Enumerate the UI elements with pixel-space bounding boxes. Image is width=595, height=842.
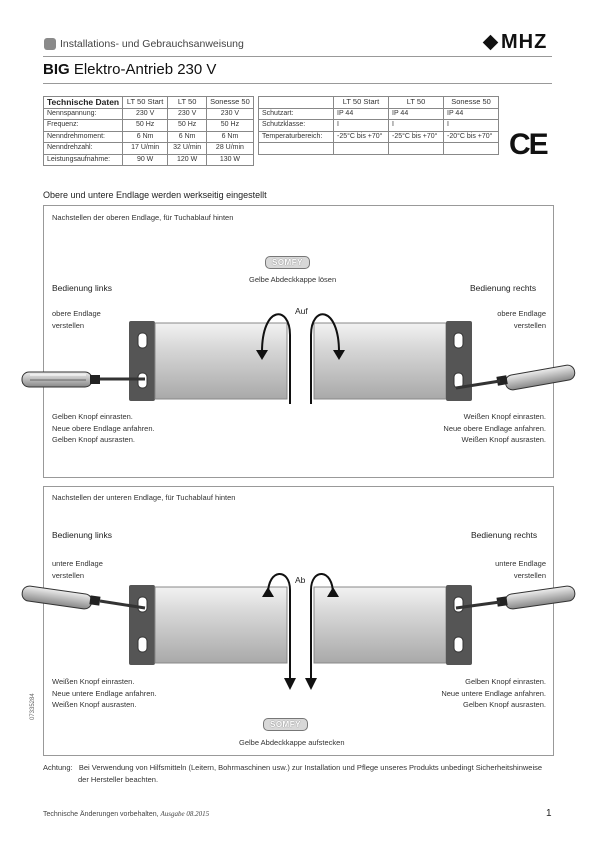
operation-right-label: Bedienung rechts — [470, 283, 537, 293]
screwdriver-right-icon — [456, 585, 576, 610]
table-cell: -25°C bis +70° — [389, 131, 444, 143]
step-line: Weißen Knopf ausrasten. — [52, 700, 137, 709]
table-cell: 50 Hz — [207, 120, 254, 132]
upper-motor-assembly — [129, 314, 472, 404]
right-sub-line: obere Endlage — [497, 309, 546, 318]
motor-tube-left — [155, 587, 287, 663]
somfy-cap-badge: SOMFY — [265, 256, 310, 269]
motor-tube-right — [314, 587, 446, 663]
table-cell: 230 V — [168, 108, 207, 120]
document-code: 07335284 — [30, 693, 36, 720]
table-cell: 50 Hz — [123, 120, 168, 132]
step-line: Neue obere Endlage anfahren. — [443, 423, 546, 433]
table-cell: 130 W — [207, 154, 254, 166]
table-cell: 17 U/min — [123, 143, 168, 155]
operation-left-label: Bedienung links — [52, 283, 113, 293]
left-sub-line: verstellen — [52, 320, 85, 330]
somfy-cap-badge: SOMFY — [263, 718, 308, 731]
table-header-cell: Sonesse 50 — [444, 97, 499, 109]
step-line: Gelben Knopf einrasten. — [52, 412, 133, 421]
step-line: Gelben Knopf ausrasten. — [52, 435, 135, 444]
left-sub-line: untere Endlage — [52, 559, 103, 568]
table-cell: Nennspannung: — [44, 108, 123, 120]
safety-note — [43, 762, 542, 786]
screwdriver-left-icon — [21, 585, 145, 610]
right-sub-label — [495, 558, 546, 581]
step-line: Neue untere Endlage anfahren. — [441, 688, 546, 698]
cap-instruction: Gelbe Abdeckkappe lösen — [249, 275, 337, 284]
table-cell: -20°C bis +70° — [444, 131, 499, 143]
upper-panel-title: Nachstellen der oberen Endlage, für Tuchablauf hinten — [52, 213, 234, 222]
table-cell: 120 W — [168, 154, 207, 166]
table-cell: -25°C bis +70° — [334, 131, 389, 143]
table-cell: 6 Nm — [168, 131, 207, 143]
left-steps — [52, 411, 155, 446]
footer-edition: Ausgabe 08.2015 — [160, 810, 210, 818]
note-label: Achtung: — [43, 763, 73, 772]
ce-mark: CE — [509, 128, 547, 161]
table-cell: 32 U/min — [168, 143, 207, 155]
step-line: Gelben Knopf einrasten. — [465, 677, 546, 686]
table-cell: 230 V — [123, 108, 168, 120]
bracket-slot — [454, 637, 463, 652]
bracket-slot — [138, 597, 147, 612]
table-header-cell: LT 50 Start — [123, 97, 168, 109]
bracket-slot — [454, 597, 463, 612]
step-line: Weißen Knopf einrasten. — [52, 677, 135, 686]
step-line: Neue untere Endlage anfahren. — [52, 688, 157, 698]
lower-panel-title: Nachstellen der unteren Endlage, für Tuchablauf hinten — [52, 493, 236, 502]
bracket-slot — [138, 333, 147, 348]
document-subtitle: Installations- und Gebrauchsanweisung — [60, 38, 244, 50]
section-heading: Obere und untere Endlage werden werkseitig eingestellt — [43, 190, 267, 200]
table-cell: 6 Nm — [207, 131, 254, 143]
table-cell: I — [334, 120, 389, 132]
right-sub-line: verstellen — [513, 570, 546, 580]
footer-text: Technische Änderungen vorbehalten, — [43, 811, 161, 818]
table-cell: 6 Nm — [123, 131, 168, 143]
title-bold: BIG — [43, 61, 70, 78]
right-sub-line: verstellen — [513, 320, 546, 330]
bracket-slot — [138, 637, 147, 652]
table-cell: 90 W — [123, 154, 168, 166]
step-line: Weißen Knopf einrasten. — [463, 412, 546, 421]
left-sub-label — [52, 558, 103, 581]
table-header-cell: Technische Daten — [44, 97, 123, 109]
table-header-cell: LT 50 — [389, 97, 444, 109]
table-cell: 230 V — [207, 108, 254, 120]
table-cell: Schutzklasse: — [259, 120, 334, 132]
left-sub-label — [52, 308, 101, 331]
table-cell: Nenndrehzahl: — [44, 143, 123, 155]
right-sub-label — [497, 308, 546, 331]
screwdriver-right-icon — [456, 364, 576, 391]
table-header-cell: Sonesse 50 — [207, 97, 254, 109]
left-sub-line: verstellen — [52, 570, 85, 580]
operation-right-label: Bedienung rechts — [471, 530, 538, 540]
table-cell: 50 Hz — [168, 120, 207, 132]
note-text: Bei Verwendung von Hilfsmitteln (Leitern, Bohrmaschinen usw.) zur Installation und Pflege unseres Produkts unbedingt Sicherheitshinweise — [78, 763, 543, 772]
table-header-cell: LT 50 — [168, 97, 207, 109]
title-rest: Elektro-Antrieb 230 V — [69, 61, 217, 78]
step-line: Neue obere Endlage anfahren. — [52, 423, 155, 433]
arrow-head — [305, 678, 317, 690]
bracket-slot — [454, 333, 463, 348]
step-line: Weißen Knopf ausrasten. — [461, 435, 546, 444]
motor-tube-right — [314, 323, 446, 399]
motor-tube-left — [155, 323, 287, 399]
table-cell: IP 44 — [334, 108, 389, 120]
table-cell: IP 44 — [444, 108, 499, 120]
right-steps — [443, 411, 546, 446]
right-sub-line: untere Endlage — [495, 559, 546, 568]
logo-text: MHZ — [501, 31, 548, 53]
operation-left-label: Bedienung links — [52, 530, 113, 540]
table-cell: I — [444, 120, 499, 132]
arrow-head — [284, 678, 296, 690]
right-steps — [441, 676, 546, 711]
table-cell: Nenndrehmoment: — [44, 131, 123, 143]
table-cell: Temperaturbereich: — [259, 131, 334, 143]
table-header-cell: LT 50 Start — [334, 97, 389, 109]
left-sub-line: obere Endlage — [52, 309, 101, 318]
step-line: Gelben Knopf ausrasten. — [463, 700, 546, 709]
direction-label: Ab — [295, 575, 306, 585]
lower-motor-assembly — [129, 574, 472, 690]
table-cell: Leistungsaufnahme: — [44, 154, 123, 166]
cap-instruction: Gelbe Abdeckkappe aufstecken — [239, 738, 345, 747]
screwdriver-left-icon — [22, 372, 145, 387]
page-number: 1 — [546, 808, 552, 819]
footer — [43, 810, 209, 818]
table-cell: IP 44 — [389, 108, 444, 120]
table-cell: Schutzart: — [259, 108, 334, 120]
table-cell: Frequenz: — [44, 120, 123, 132]
note-text-cont: der Hersteller beachten. — [78, 775, 159, 784]
direction-label: Auf — [295, 306, 308, 316]
table-cell: 28 U/min — [207, 143, 254, 155]
left-steps — [52, 676, 157, 711]
table-cell: I — [389, 120, 444, 132]
